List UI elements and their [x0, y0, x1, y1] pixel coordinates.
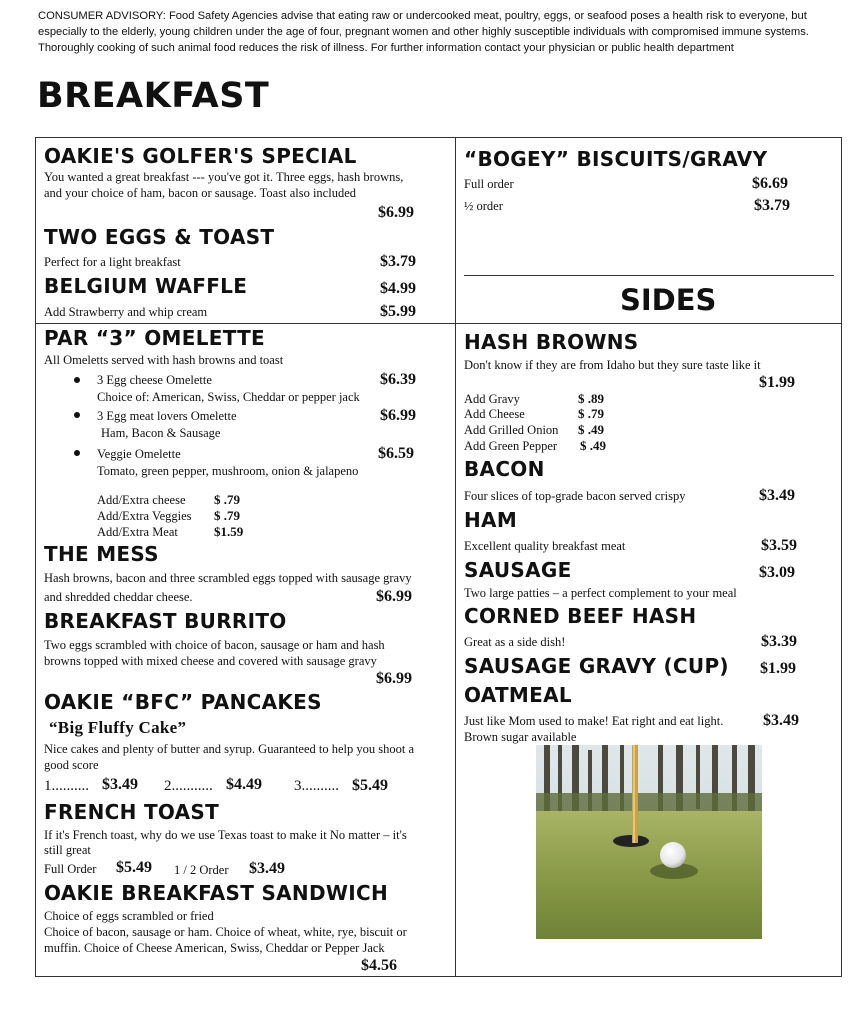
omelette-item-price: $6.59: [378, 445, 414, 462]
sausage-desc: Two large patties – a perfect complement to your meal: [464, 586, 737, 600]
burrito-desc: browns topped with mixed cheese and covered with sausage gravy: [44, 654, 377, 668]
sides-top-rule: [464, 275, 834, 276]
oatmeal-price: $3.49: [763, 712, 799, 729]
biscuits-title: “BOGEY” BISCUITS/GRAVY: [464, 147, 768, 171]
biscuits-half-label: ½ order: [464, 199, 503, 213]
sausage-price: $3.09: [759, 564, 795, 581]
bullet-icon: [74, 412, 80, 418]
waffle-title: BELGIUM WAFFLE: [44, 274, 248, 298]
oatmeal-desc: Brown sugar available: [464, 730, 577, 744]
omelette-item-price: $6.99: [380, 407, 416, 424]
omelette-item-name: Veggie Omelette: [97, 447, 181, 461]
sandwich-price: $4.56: [361, 957, 397, 974]
omelette-addon-name: Add/Extra Meat: [97, 525, 178, 539]
waffle-desc: Add Strawberry and whip cream: [44, 305, 208, 319]
burrito-title: BREAKFAST BURRITO: [44, 609, 287, 633]
hash-browns-desc: Don't know if they are from Idaho but they sure taste like it: [464, 358, 761, 372]
waffle-price: $4.99: [380, 280, 416, 297]
omelette-addon-price: $ .79: [214, 508, 240, 523]
pancakes-desc: good score: [44, 758, 99, 772]
ham-price: $3.59: [761, 537, 797, 554]
omelette-item-detail: Tomato, green pepper, mushroom, onion & jalapeno: [97, 464, 359, 478]
omelette-title: PAR “3” OMELETTE: [44, 326, 266, 350]
golfer-special-title: OAKIE'S GOLFER'S SPECIAL: [44, 144, 357, 168]
pancake-option-price: $4.49: [226, 776, 262, 793]
pancake-option-label: 1..........: [44, 778, 89, 794]
waffle-price-with-topping: $5.99: [380, 303, 416, 320]
mess-price: $6.99: [376, 588, 412, 605]
corned-beef-hash-desc: Great as a side dish!: [464, 635, 566, 649]
sausage-gravy-price: $1.99: [760, 660, 796, 677]
pancakes-title: OAKIE “BFC” PANCAKES: [44, 690, 322, 714]
bullet-icon: [74, 450, 80, 456]
french-toast-desc: still great: [44, 843, 91, 857]
pancakes-subtitle: “Big Fluffy Cake”: [49, 718, 187, 737]
mess-desc: and shredded cheddar cheese.: [44, 590, 193, 604]
biscuits-half-price: $3.79: [754, 197, 790, 214]
hash-browns-addon-name: Add Cheese: [464, 407, 525, 421]
sandwich-desc: Choice of eggs scrambled or fried: [44, 909, 214, 923]
omelette-addon-price: $1.59: [214, 524, 244, 539]
two-eggs-desc: Perfect for a light breakfast: [44, 255, 181, 269]
hash-browns-addon-price: $ .49: [578, 422, 604, 437]
omelette-addon-name: Add/Extra Veggies: [97, 509, 192, 523]
omelette-addon-price: $ .79: [214, 492, 240, 507]
corned-beef-hash-title: CORNED BEEF HASH: [464, 604, 697, 628]
hash-browns-addon-price: $ .89: [578, 391, 604, 406]
hash-browns-addon-price: $ .49: [580, 438, 606, 453]
sides-heading: SIDES: [620, 283, 717, 317]
pancake-option-price: $3.49: [102, 776, 138, 793]
french-toast-title: FRENCH TOAST: [44, 800, 220, 824]
omelette-item-price: $6.39: [380, 371, 416, 388]
hash-browns-addon-name: Add Gravy: [464, 392, 520, 406]
french-toast-desc: If it's French toast, why do we use Texas toast to make it No matter – it's: [44, 828, 407, 842]
two-eggs-price: $3.79: [380, 253, 416, 270]
oatmeal-title: OATMEAL: [464, 683, 572, 707]
bacon-price: $3.49: [759, 487, 795, 504]
pancake-option-label: 3..........: [294, 778, 339, 794]
french-toast-full-price: $5.49: [116, 859, 152, 876]
golfer-special-desc: You wanted a great breakfast --- you've got it. Three eggs, hash browns,: [44, 170, 404, 184]
omelette-desc: All Omeletts served with hash browns and toast: [44, 353, 284, 367]
golf-ball-photo: [536, 745, 762, 939]
oatmeal-desc: Just like Mom used to make! Eat right and eat light.: [464, 714, 724, 728]
burrito-desc: Two eggs scrambled with choice of bacon, sausage or ham and hash: [44, 638, 385, 652]
bullet-icon: [74, 377, 80, 383]
right-section-divider: [455, 323, 842, 324]
pancake-option-label: 2...........: [164, 778, 213, 794]
two-eggs-title: TWO EGGS & TOAST: [44, 225, 275, 249]
bacon-title: BACON: [464, 457, 545, 481]
omelette-item-detail: Ham, Bacon & Sausage: [101, 426, 221, 440]
french-toast-half-label: 1 / 2 Order: [174, 863, 229, 877]
omelette-item-name: 3 Egg cheese Omelette: [97, 373, 212, 387]
hash-browns-addon-name: Add Grilled Onion: [464, 423, 559, 437]
page-title: BREAKFAST: [37, 76, 270, 116]
sausage-gravy-title: SAUSAGE GRAVY (CUP): [464, 654, 729, 678]
corned-beef-hash-price: $3.39: [761, 633, 797, 650]
omelette-item-detail: Choice of: American, Swiss, Cheddar or pepper jack: [97, 390, 360, 404]
golfer-special-desc: and your choice of ham, bacon or sausage. Toast also included: [44, 186, 356, 200]
omelette-item-name: 3 Egg meat lovers Omelette: [97, 409, 237, 423]
column-divider: [455, 137, 456, 977]
omelette-addon-name: Add/Extra cheese: [97, 493, 186, 507]
hash-browns-addon-price: $ .79: [578, 406, 604, 421]
pancake-option-price: $5.49: [352, 777, 388, 794]
pancakes-desc: Nice cakes and plenty of butter and syrup. Guaranteed to help you shoot a: [44, 742, 415, 756]
left-section-divider: [35, 323, 456, 324]
hash-browns-title: HASH BROWNS: [464, 330, 639, 354]
mess-desc: Hash browns, bacon and three scrambled eggs topped with sausage gravy: [44, 571, 412, 585]
biscuits-full-label: Full order: [464, 177, 514, 191]
sandwich-title: OAKIE BREAKFAST SANDWICH: [44, 881, 388, 905]
biscuits-full-price: $6.69: [752, 175, 788, 192]
consumer-advisory: CONSUMER ADVISORY: Food Safety Agencies advise that eating raw or undercooked meat, poultry, eggs, or seafood poses a health risk to everyone, but especially to the elderly, young children under the age of four, pregnant women and other highly susceptible individuals with compromised immune systems. Thoroughly cooking of such animal food reduces the risk of illness. For further information contact your physician or public health department: [38, 10, 809, 54]
bacon-desc: Four slices of top-grade bacon served crispy: [464, 489, 686, 503]
sandwich-desc: muffin. Choice of Cheese American, Swiss, Cheddar or Pepper Jack: [44, 941, 385, 955]
ham-title: HAM: [464, 508, 518, 532]
burrito-price: $6.99: [376, 670, 412, 687]
golfer-special-price: $6.99: [378, 204, 414, 221]
sandwich-desc: Choice of bacon, sausage or ham. Choice of wheat, white, rye, biscuit or: [44, 925, 407, 939]
hash-browns-addon-name: Add Green Pepper: [464, 439, 558, 453]
mess-title: THE MESS: [44, 542, 159, 566]
sausage-title: SAUSAGE: [464, 558, 572, 582]
french-toast-full-label: Full Order: [44, 862, 97, 876]
hash-browns-price: $1.99: [759, 374, 795, 391]
french-toast-half-price: $3.49: [249, 860, 285, 877]
ham-desc: Excellent quality breakfast meat: [464, 539, 626, 553]
